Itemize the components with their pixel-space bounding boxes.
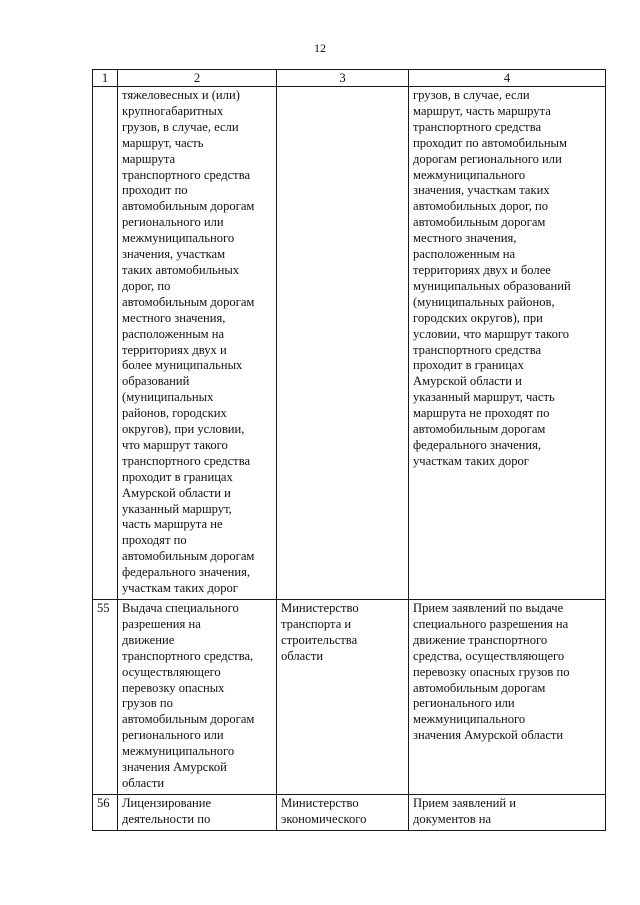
description-cell — [409, 794, 606, 830]
description-text-line: перевозку опасных грузов по — [413, 664, 570, 679]
service-text-line: местного значения, — [122, 310, 226, 325]
page-number: 12 — [314, 41, 326, 55]
service-text-line: грузов по — [122, 696, 173, 711]
service-text-line: области — [122, 775, 165, 790]
service-text-line: дорог, по — [122, 278, 171, 293]
service-text-line: Выдача специального — [122, 601, 239, 615]
authority-text-line: области — [281, 648, 324, 663]
description-text-line: указанный маршрут, часть — [413, 390, 555, 405]
service-text-line: осуществляющего — [122, 664, 221, 679]
service-text-line: маршрута — [122, 151, 176, 166]
service-text-line: транспортного средства — [122, 453, 251, 468]
service-text-line: регионального или — [122, 215, 224, 230]
service-text-line: более муниципальных — [122, 358, 243, 373]
authority-cell — [277, 600, 409, 795]
service-text-line: (муниципальных — [122, 390, 214, 405]
description-cell — [409, 87, 606, 600]
service-text-line: проходит в границах — [122, 469, 233, 484]
description-text-line: муниципальных образований — [413, 278, 571, 293]
column-header-description: 4 — [409, 70, 606, 87]
service-text-line: автомобильным дорогам — [122, 199, 255, 214]
service-text-line: расположенным на — [122, 326, 225, 341]
table-body — [93, 87, 606, 831]
service-text-line: федерального значения, — [122, 565, 251, 580]
table-header-row — [93, 70, 606, 87]
service-text-line: проходят по — [122, 533, 187, 548]
description-text-line: проходит в границах — [413, 358, 524, 373]
service-cell — [118, 794, 277, 830]
description-text-line: проходит по автомобильным — [413, 135, 567, 150]
column-header-service: 2 — [118, 70, 277, 87]
description-text-line: межмуниципального — [413, 167, 526, 182]
row-number-cell: 56 — [93, 794, 118, 830]
description-text-line: транспортного средства — [413, 119, 542, 134]
service-text-line: автомобильным дорогам — [122, 549, 255, 564]
authority-text-line: экономического — [281, 811, 367, 826]
service-text-line: разрешения на — [122, 616, 201, 631]
service-text-line: значения Амурской — [122, 760, 227, 775]
service-cell — [118, 600, 277, 795]
description-cell — [409, 600, 606, 795]
description-text-line: значения Амурской области — [413, 728, 564, 743]
description-text-line: автомобильным дорогам — [413, 680, 546, 695]
description-text-line: регионального или — [413, 696, 515, 711]
service-text-line: территориях двух и — [122, 342, 227, 357]
service-text-line: межмуниципального — [122, 744, 235, 759]
service-text-line: районов, городских — [122, 406, 227, 421]
description-text-line: участкам таких дорог — [413, 453, 529, 468]
description-text-line: (муниципальных районов, — [413, 294, 555, 309]
table-row — [93, 600, 606, 795]
service-text-line: перевозку опасных — [122, 680, 225, 695]
service-text-line: деятельности по — [122, 811, 211, 826]
description-text-line: условии, что маршрут такого — [413, 326, 570, 341]
description-text-line: расположенным на — [413, 247, 516, 262]
service-text-line: образований — [122, 374, 190, 389]
service-text-line: значения, участкам — [122, 247, 226, 262]
row-number-cell: 55 — [93, 600, 118, 795]
description-text-line: федерального значения, — [413, 437, 542, 452]
service-text-line: Амурской области и — [122, 485, 231, 500]
description-text-line: Амурской области и — [413, 374, 522, 389]
service-text-line: Лицензирование — [122, 795, 212, 810]
description-text-line: маршрут, часть маршрута — [413, 103, 551, 118]
service-text-line: транспортного средства — [122, 167, 251, 182]
description-text-line: территориях двух и более — [413, 262, 551, 277]
authority-text-line: транспорта и — [281, 616, 352, 631]
service-cell — [118, 87, 277, 600]
service-text-line: тяжеловесных и (или) — [122, 88, 240, 102]
description-text-line: средства, осуществляющего — [413, 648, 565, 663]
description-text-line: автомобильным дорогам — [413, 422, 546, 437]
table-row — [93, 794, 606, 830]
service-text-line: межмуниципального — [122, 231, 235, 246]
description-text-line: городских округов), при — [413, 310, 543, 325]
service-text-line: указанный маршрут, — [122, 501, 232, 516]
description-text-line: транспортного средства — [413, 342, 542, 357]
service-text-line: участкам таких дорог — [122, 581, 238, 596]
description-text-line: Прием заявлений и — [413, 795, 516, 810]
column-header-authority: 3 — [277, 70, 409, 87]
description-text-line: местного значения, — [413, 231, 517, 246]
description-text-line: автомобильным дорогам — [413, 215, 546, 230]
authority-cell — [277, 87, 409, 600]
services-table — [92, 69, 606, 831]
column-header-number: 1 — [93, 70, 118, 87]
service-text-line: движение — [122, 632, 175, 647]
service-text-line: что маршрут такого — [122, 437, 228, 452]
service-text-line: транспортного средства, — [122, 648, 254, 663]
authority-text-line: строительства — [281, 632, 358, 647]
service-text-line: грузов, в случае, если — [122, 119, 239, 134]
description-text-line: дорогам регионального или — [413, 151, 562, 166]
row-number-cell — [93, 87, 118, 600]
service-text-line: таких автомобильных — [122, 262, 240, 277]
service-text-line: округов), при условии, — [122, 422, 245, 437]
service-text-line: крупногабаритных — [122, 103, 224, 118]
service-text-line: маршрут, часть — [122, 135, 204, 150]
service-text-line: регионального или — [122, 728, 224, 743]
description-text-line: автомобильных дорог, по — [413, 199, 549, 214]
description-text-line: специального разрешения на — [413, 616, 569, 631]
service-text-line: проходит по — [122, 183, 188, 198]
description-text-line: значения, участкам таких — [413, 183, 550, 198]
description-text-line: документов на — [413, 811, 492, 826]
authority-cell — [277, 794, 409, 830]
description-text-line: межмуниципального — [413, 712, 526, 727]
service-text-line: часть маршрута не — [122, 517, 223, 532]
service-text-line: автомобильным дорогам — [122, 294, 255, 309]
table-row — [93, 87, 606, 600]
authority-text-line: Министерство — [281, 601, 359, 615]
description-text-line: движение транспортного — [413, 632, 548, 647]
description-text-line: грузов, в случае, если — [413, 88, 530, 102]
description-text-line: Прием заявлений по выдаче — [413, 601, 564, 615]
service-text-line: автомобильным дорогам — [122, 712, 255, 727]
description-text-line: маршрута не проходят по — [413, 406, 550, 421]
authority-text-line: Министерство — [281, 795, 359, 810]
